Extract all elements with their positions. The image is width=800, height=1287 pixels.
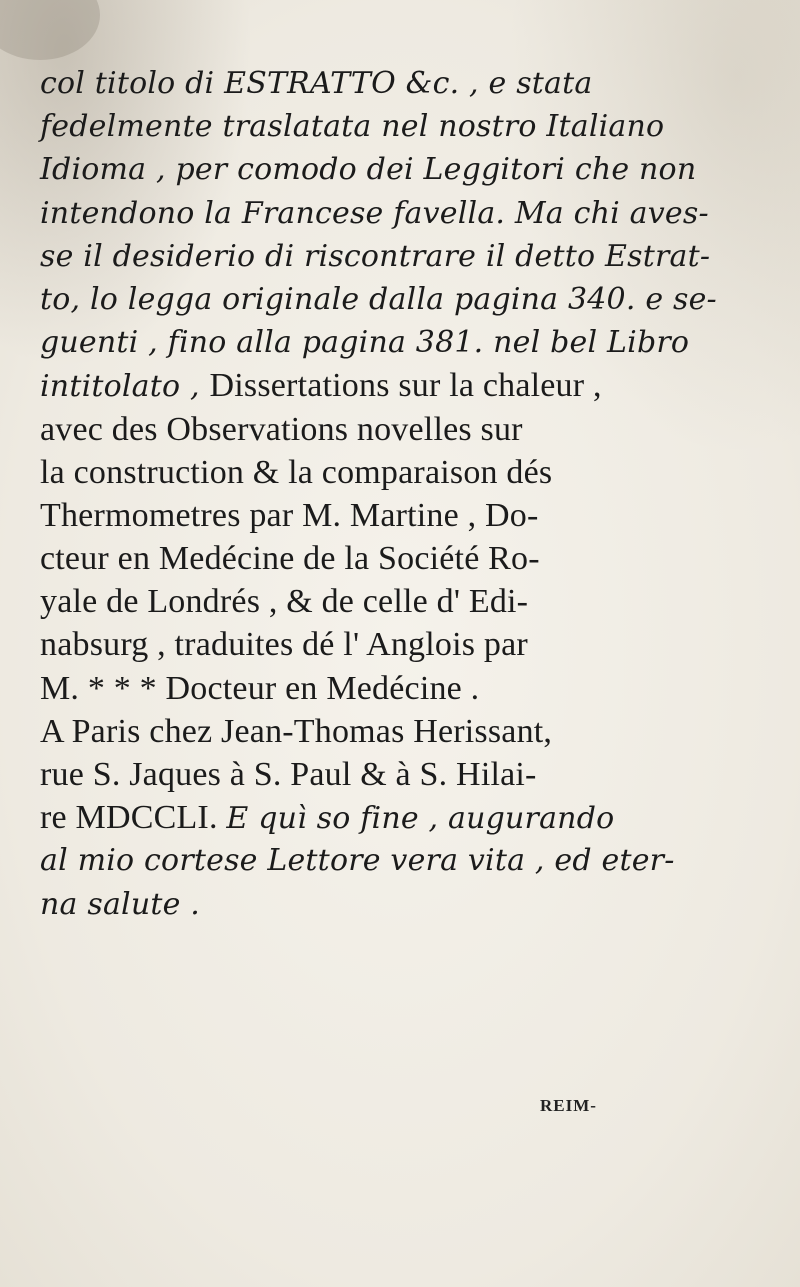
- text-line: fedelmente traslatata nel nostro Italiano: [40, 109, 665, 145]
- text-line: rue S. Jaques à S. Paul & à S. Hilai-: [40, 756, 537, 793]
- text-line: se il desiderio di riscontrare il detto Estrat-: [40, 238, 711, 274]
- text-line: al mio cortese Lettore vera vita , ed eter-: [40, 843, 675, 879]
- age-stain: [0, 0, 100, 60]
- catchword: REIM-: [540, 1096, 597, 1115]
- text-line: na salute .: [40, 886, 201, 922]
- text-line: col titolo di ESTRATTO &c. , e stata: [40, 66, 593, 101]
- text-line: yale de Londrés , & de celle d' Edi-: [40, 583, 529, 621]
- text-line: cteur en Medécine de la Société Ro-: [40, 540, 540, 578]
- text-line: avec des Observations novelles sur: [40, 410, 523, 448]
- text-line: [40, 796, 760, 839]
- text-line: intendono la Francese favella. Ma chi aves-: [40, 195, 709, 231]
- text-line: guenti , fino alla pagina 381. nel bel Libro: [40, 325, 690, 361]
- text-line: Idioma , per comodo dei Leggitori che non: [40, 152, 697, 188]
- body-text: [40, 62, 760, 926]
- text-italic-part: E quì so fine , augurando: [226, 801, 615, 837]
- text-line: nabsurg , traduites dé l' Anglois par: [40, 626, 528, 664]
- text-roman-part: re MDCCLI.: [40, 799, 227, 837]
- text-line: to, lo legga originale dalla pagina 340. e se-: [40, 281, 717, 317]
- text-line: la construction & la comparaison dés: [40, 453, 553, 491]
- text-italic-part: intitolato ,: [40, 369, 210, 405]
- text-line: [40, 364, 760, 407]
- text-line: A Paris chez Jean-Thomas Herissant,: [40, 712, 553, 750]
- text-line: M. * * * Docteur en Medécine .: [40, 669, 480, 707]
- text-line: Thermometres par M. Martine , Do-: [40, 496, 539, 534]
- text-roman-part: Dissertations sur la chaleur ,: [209, 367, 602, 405]
